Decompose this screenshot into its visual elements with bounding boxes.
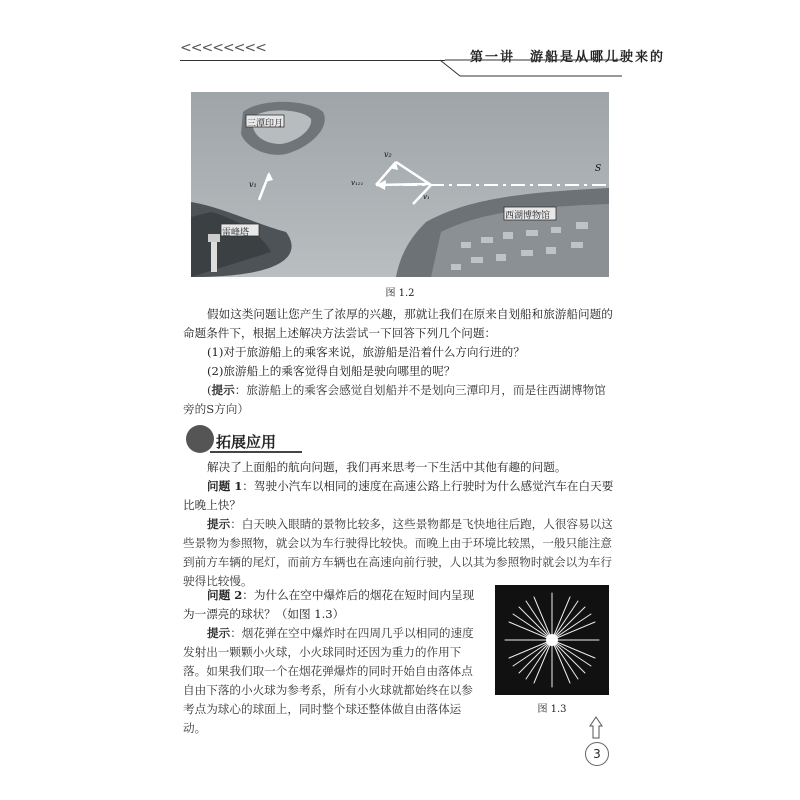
question-1: (1)对于旅游船上的乘客来说，旅游船是沿着什么方向行进的？	[207, 345, 525, 359]
label-island: 三潭印月	[247, 119, 284, 129]
hint-2-label: 提示	[207, 517, 231, 531]
hint-3	[183, 624, 483, 738]
problem-2	[183, 586, 483, 624]
label-v-relative: v₁₂₁	[351, 179, 364, 187]
problem-2-label: 问题 2	[207, 588, 243, 602]
hint-3-label: 提示	[207, 626, 231, 640]
section-heading	[186, 425, 346, 455]
label-v1: v₁	[249, 180, 257, 189]
figure-fireworks	[495, 585, 609, 695]
problem-1-label: 问题 1	[207, 479, 243, 493]
problem-2-text: ：为什么在空中爆炸后的烟花在短时间内呈现为一漂亮的球状？（如图 1.3）	[183, 588, 475, 621]
hint-1: (提示：旅游船上的乘客会感觉自划船并不是划向三潭印月，而是往西湖博物馆旁的S方向）	[183, 383, 606, 416]
label-museum: 西湖博物馆	[505, 211, 551, 221]
lightbulb-icon	[588, 716, 604, 740]
main-text-block	[183, 305, 615, 419]
label-s: S	[595, 164, 602, 174]
figure-lake-map	[191, 92, 609, 277]
header-arrows: <<<<<<<<	[180, 40, 266, 56]
question-2: (2)旅游船上的乘客觉得自划船是驶向哪里的呢？	[207, 364, 456, 378]
label-v2: v₂	[384, 150, 392, 159]
hint-1-label: 提示	[211, 383, 235, 397]
fireworks-illustration	[495, 585, 609, 695]
hint-3-text: ：烟花弹在空中爆炸时在四周几乎以相同的速度发射出一颗颗小火球，小火球同时还因为重力的作用下落。如果我们取一个在烟花弹爆炸的同时开始自由落体点自由下落的小火球为参考系，所有小火球就都始终在以参考点为球心的球面上，同时整个球还整体做自由落体运动。	[183, 626, 474, 735]
header-rule	[180, 60, 445, 61]
label-v3: v₁	[423, 193, 430, 201]
application-text-block	[183, 458, 615, 591]
label-pagoda: 雷峰塔	[222, 228, 250, 238]
page-number: 3	[585, 742, 609, 766]
paragraph-intro: 假如这类问题让您产生了浓厚的兴趣，那就让我们在原来自划船和旅游船问题的命题条件下，根据上述解决方法尝试一下回答下列几个问题：	[183, 307, 613, 340]
section-title: 拓展应用	[216, 433, 277, 451]
application-text-block-2	[183, 586, 483, 738]
hint-2	[183, 515, 615, 591]
hint-1-text: ：旅游船上的乘客会感觉自划船并不是划向三潭印月，而是往西湖博物馆旁的S方向）	[183, 383, 606, 416]
application-intro: 解决了上面船的航向问题，我们再来思考一下生活中其他有趣的问题。	[207, 460, 567, 474]
figure-1-2-caption: 图 1.2	[385, 288, 415, 299]
figure-1-3-caption: 图 1.3	[537, 704, 567, 715]
chapter-title: 第一讲 游船是从哪儿驶来的	[470, 50, 666, 65]
problem-1-text: ：驾驶小汽车以相同的速度在高速公路上行驶时为什么感觉汽车在白天要比晚上快？	[183, 479, 614, 512]
hint-2-text: ：白天映入眼睛的景物比较多，这些景物都是飞快地往后跑，人很容易以这些景物为参照物，就会以为车行驶得比较快。而晚上由于环境比较黑，一般只能注意到前方车辆的尾灯，而前方车辆也在高速向前行驶，人以其为参照物时就会以为车行驶得比较慢。	[183, 517, 613, 588]
problem-1	[183, 477, 615, 515]
